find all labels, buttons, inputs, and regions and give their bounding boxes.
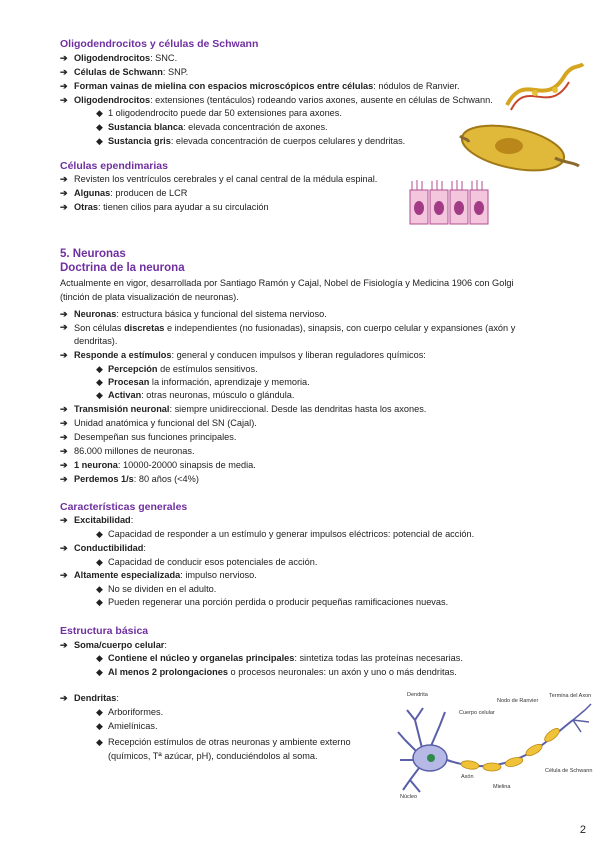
section-title-neuronas: 5. Neuronas [60,248,126,260]
myelin-strand-image [505,60,585,115]
list-item: ➔ Soma/cuerpo celular: [60,640,167,650]
arrow-icon: ➔ [60,202,68,212]
sub-list-item: ◆ Procesan la información, aprendizaje y memoria. [96,377,310,387]
sub-list-item: ◆ No se dividen en el adulto. [96,584,217,594]
diamond-bullet-icon: ◆ [96,122,103,132]
list-item: ➔ Perdemos 1/s: 80 años (<4%) [60,474,199,484]
arrow-icon: ➔ [60,67,68,77]
diamond-bullet-icon: ◆ [96,667,103,677]
diamond-bullet-icon: ◆ [96,529,103,539]
arrow-icon: ➔ [60,95,68,105]
diamond-bullet-icon: ◆ [96,707,103,717]
section-title-caracteristicas: Características generales [60,501,188,513]
diamond-bullet-icon: ◆ [96,597,103,607]
sub-list-item: ◆ Pueden regenerar una porción perdida o producir pequeñas ramificaciones nuevas. [96,597,449,607]
sub-list-item: ◆ Recepción estímulos de otras neuronas y ambiente externo (químicos, Tª azúcar, pH), conduciéndolos al soma. [96,737,351,761]
arrow-icon: ➔ [60,446,68,456]
list-item: ➔ 1 neurona: 10000-20000 sinapsis de media. [60,460,256,470]
arrow-icon: ➔ [60,432,68,442]
list-item: ➔ Células de Schwann: SNP. [60,67,189,77]
paragraph-intro: Actualmente en vigor, desarrollada por Santiago Ramón y Cajal, Nobel de Fisiología y Medicina 1906 con Golgi (tinción de plata visualización de neuronas). [60,278,514,302]
diamond-bullet-icon: ◆ [96,364,103,374]
arrow-icon: ➔ [60,350,68,360]
subsection-title-doctrina: Doctrina de la neurona [60,262,185,274]
ependymal-cells-image [408,178,490,226]
list-item: ➔ Otras: tienen cilios para ayudar a su circulación [60,202,269,212]
sub-list-item: ◆ Capacidad de responder a un estímulo y generar impulsos eléctricos: potencial de acción. [96,529,475,539]
arrow-icon: ➔ [60,404,68,414]
diamond-bullet-icon: ◆ [96,390,103,400]
label-cuerpo-celular: Cuerpo celular [459,710,495,716]
label-celula-schwann: Célula de Schwann [545,768,593,774]
list-item: ➔ Neuronas: estructura básica y funcional del sistema nervioso. [60,309,327,319]
arrow-icon: ➔ [60,309,68,319]
sub-list-item: ◆ 1 oligodendrocito puede dar 50 extensiones para axones. [96,108,342,118]
page-number: 2 [579,824,586,836]
section-title-ependimarias: Células ependimarias [60,160,168,172]
arrow-icon: ➔ [60,693,68,703]
arrow-icon: ➔ [60,322,68,332]
arrow-icon: ➔ [60,188,68,198]
diamond-bullet-icon: ◆ [96,737,103,747]
arrow-icon: ➔ [60,460,68,470]
list-item: ➔ Oligodendrocitos: SNC. [60,53,178,63]
label-mielina: Mielina [493,784,511,790]
list-item: ➔ Son células discretas e independientes (no fusionadas), sinapsis, con cuerpo celular y expansiones (axón y dendritas). [60,322,516,346]
diamond-bullet-icon: ◆ [96,377,103,387]
list-item: ➔ Altamente especializada: impulso nervioso. [60,570,257,580]
list-item: ➔ 86.000 millones de neuronas. [60,446,195,456]
arrow-icon: ➔ [60,53,68,63]
arrow-icon: ➔ [60,543,68,553]
diamond-bullet-icon: ◆ [96,136,103,146]
schwann-cell-image [455,118,580,176]
sub-list-item: ◆ Sustancia blanca: elevada concentración de axones. [96,122,328,132]
list-item: ➔ Desempeñan sus funciones principales. [60,432,237,442]
sub-list-item: ◆ Capacidad de conducir esos potenciales de acción. [96,557,318,567]
sub-list-item: ◆ Sustancia gris: elevada concentración de cuerpos celulares y dendritas. [96,136,406,146]
arrow-icon: ➔ [60,474,68,484]
arrow-icon: ➔ [60,418,68,428]
list-item: ➔ Forman vainas de mielina con espacios microscópicos entre células: nódulos de Ranvier. [60,81,460,91]
label-axon: Axón [461,774,474,780]
list-item: ➔ Excitabilidad: [60,515,134,525]
diamond-bullet-icon: ◆ [96,584,103,594]
label-nodo-ranvier: Nodo de Ranvier [497,698,539,704]
diamond-bullet-icon: ◆ [96,557,103,567]
section-title-oligodendrocitos: Oligodendrocitos y células de Schwann [60,38,259,50]
sub-list-item: ◆ Al menos 2 prolongaciones o procesos neuronales: un axón y uno o más dendritas. [96,667,457,677]
sub-list-item: ◆ Percepción de estímulos sensitivos. [96,364,258,374]
list-item: ➔ Oligodendrocitos: extensiones (tentáculos) rodeando varios axones, ausente en células de Schwann. [60,95,493,105]
list-item: ➔ Algunas: producen de LCR [60,188,188,198]
label-nucleo: Núcleo [400,794,418,800]
sub-list-item: ◆ Amielínicas. [96,721,158,731]
list-item: ➔ Unidad anatómica y funcional del SN (Cajal). [60,418,257,428]
arrow-icon: ➔ [60,640,68,650]
list-item: ➔ Responde a estímulos: general y conducen impulsos y liberan reguladores químicos: [60,350,426,360]
arrow-icon: ➔ [60,570,68,580]
list-item: ➔ Conductibilidad: [60,543,146,553]
arrow-icon: ➔ [60,174,68,184]
list-item: ➔ Revisten los ventrículos cerebrales y el canal central de la médula espinal. [60,174,378,184]
diamond-bullet-icon: ◆ [96,108,103,118]
label-dendrita: Dendrita [407,692,428,698]
list-item: ➔ Transmisión neuronal: siempre unidireccional. Desde las dendritas hasta los axones. [60,404,427,414]
section-title-estructura: Estructura básica [60,625,149,637]
diamond-bullet-icon: ◆ [96,721,103,731]
sub-list-item: ◆ Arboriformes. [96,707,164,717]
list-item: ➔ Dendritas: [60,693,119,703]
arrow-icon: ➔ [60,81,68,91]
diamond-bullet-icon: ◆ [96,653,103,663]
label-termina-axon: Termina del Axon [549,693,592,699]
sub-list-item: ◆ Contiene el núcleo y organelas principales: sintetiza todas las proteínas necesarias. [96,653,463,663]
arrow-icon: ➔ [60,515,68,525]
sub-list-item: ◆ Activan: otras neuronas, músculo o glándula. [96,390,295,400]
neuron-diagram [395,690,595,800]
